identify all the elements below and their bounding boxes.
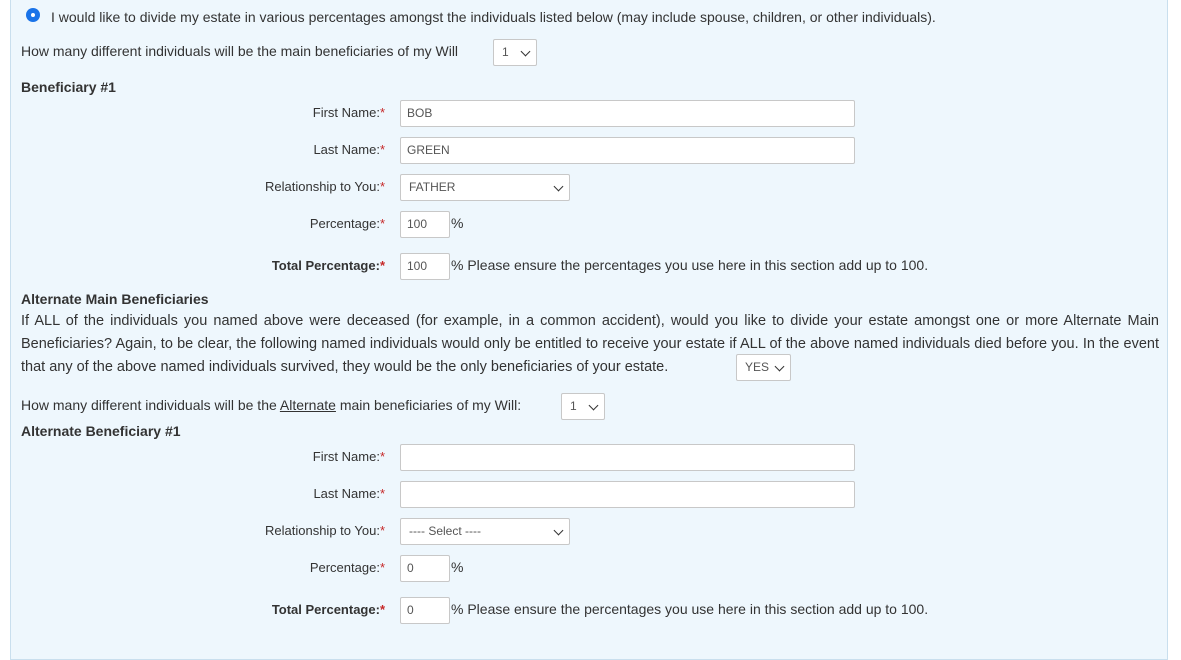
total-percentage-input[interactable]: 100 <box>400 253 450 280</box>
alternate-count-select[interactable] <box>561 393 605 420</box>
alternate-count-value: 1 <box>570 399 577 413</box>
alternate-yes-select[interactable] <box>736 354 791 381</box>
main-count-question: How many different individuals will be the main beneficiaries of my Will <box>21 43 459 59</box>
alternate-heading: Alternate Main Beneficiaries <box>21 291 209 307</box>
chevron-down-icon <box>521 47 531 57</box>
alt-beneficiary-heading: Alternate Beneficiary #1 <box>21 423 181 439</box>
alt-first-name-label: First Name:* <box>312 449 385 464</box>
percentage-label: Percentage:* <box>309 216 385 231</box>
total-percentage-note: % Please ensure the percentages you use here in this section add up to 100. <box>451 257 929 273</box>
alternate-yes-value: YES <box>745 360 770 374</box>
first-name-label: First Name:* <box>312 105 385 120</box>
alt-percentage-label: Percentage:* <box>309 560 385 575</box>
beneficiary-heading: Beneficiary #1 <box>21 79 116 95</box>
relationship-select[interactable] <box>400 174 570 201</box>
divide-estate-radio[interactable] <box>26 8 40 22</box>
relationship-label: Relationship to You:* <box>265 179 385 194</box>
last-name-input[interactable]: GREEN <box>400 137 855 164</box>
first-name-input[interactable]: BOB <box>400 100 855 127</box>
percentage-input[interactable]: 100 <box>400 211 450 238</box>
alt-last-name-input[interactable] <box>400 481 855 508</box>
alt-percentage-input[interactable]: 0 <box>400 555 450 582</box>
required-marker: * <box>379 449 385 464</box>
required-marker: * <box>379 602 385 617</box>
last-name-label: Last Name:* <box>313 142 385 157</box>
required-marker: * <box>379 179 385 194</box>
required-marker: * <box>379 486 385 501</box>
required-marker: * <box>379 560 385 575</box>
alt-total-percentage-label: Total Percentage:* <box>271 602 385 617</box>
alt-total-percentage-note: % Please ensure the percentages you use here in this section add up to 100. <box>451 601 929 617</box>
alt-relationship-select[interactable] <box>400 518 570 545</box>
alt-relationship-label: Relationship to You:* <box>265 523 385 538</box>
chevron-down-icon <box>589 401 599 411</box>
main-count-value: 1 <box>502 45 509 59</box>
percent-sign: % <box>451 215 464 231</box>
alternate-count-question: How many different individuals will be the Alternate main beneficiaries of my Will: <box>21 397 522 413</box>
required-marker: * <box>379 523 385 538</box>
total-percentage-label: Total Percentage:* <box>271 258 385 273</box>
required-marker: * <box>379 105 385 120</box>
alt-last-name-label: Last Name:* <box>313 486 385 501</box>
divide-estate-option-label: I would like to divide my estate in various percentages amongst the individuals listed below (may include spouse, children, or other individuals). <box>51 9 936 25</box>
chevron-down-icon <box>554 526 564 536</box>
main-count-select[interactable] <box>493 39 537 66</box>
chevron-down-icon <box>775 362 785 372</box>
alt-total-percentage-input[interactable]: 0 <box>400 597 450 624</box>
alt-relationship-value: ---- Select ---- <box>409 524 481 538</box>
alt-first-name-input[interactable] <box>400 444 855 471</box>
alternate-paragraph: If ALL of the individuals you named above were deceased (for example, in a common accident), would you like to divide your estate amongst one or more Alternate Main Beneficiaries? Again, to be clear, the following named individuals would only be entitled to receive your estate if ALL of the above named individuals died before you. In the event that any of the above named individuals survived, they would be the only beneficiaries of your estate. <box>21 313 1159 375</box>
required-marker: * <box>379 258 385 273</box>
chevron-down-icon <box>554 182 564 192</box>
relationship-value: FATHER <box>409 180 456 194</box>
required-marker: * <box>379 216 385 231</box>
alt-percent-sign: % <box>451 559 464 575</box>
required-marker: * <box>379 142 385 157</box>
